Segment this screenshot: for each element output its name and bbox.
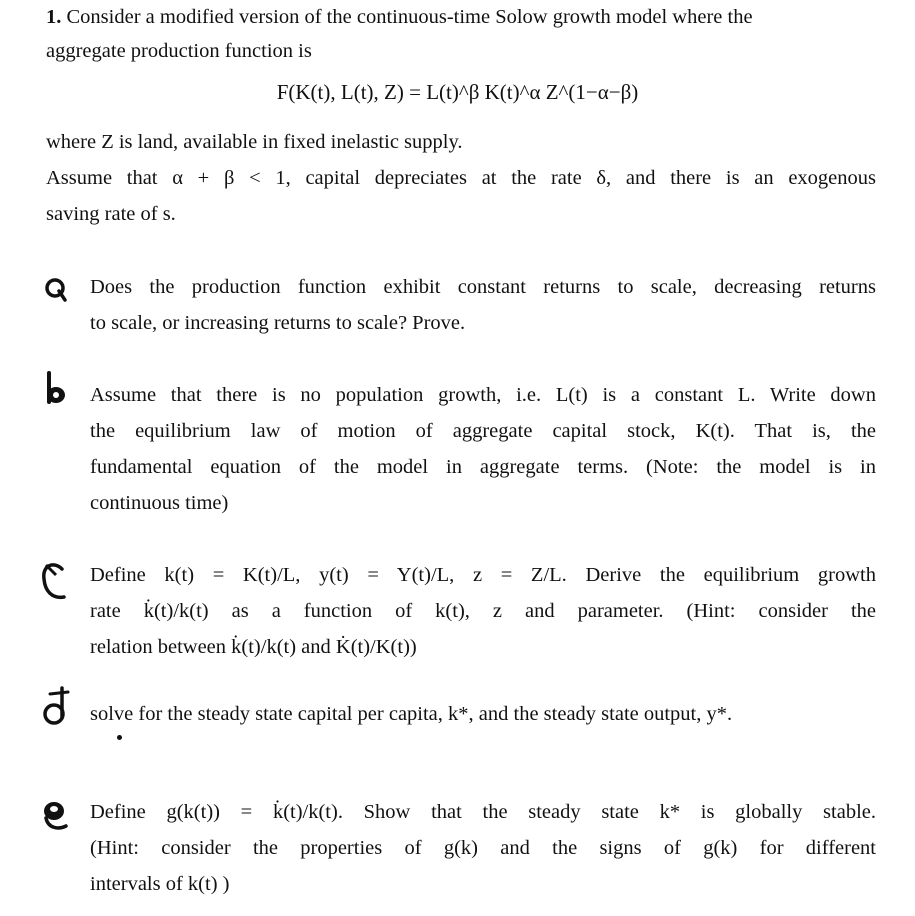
production-function-equation: F(K(t), L(t), Z) = L(t)^β K(t)^α Z^(1−α−β) xyxy=(276,80,639,104)
intro-text-1: Consider a modified version of the continuous-time Solow growth model where the xyxy=(66,6,753,28)
handwritten-d-mark-icon xyxy=(40,684,74,734)
question-b-line-2: the equilibrium law of motion of aggregate capital stock, K(t). That is, the xyxy=(90,420,876,442)
stray-dot-mark xyxy=(117,735,122,740)
question-c-line-3: relation between k̇(t)/k(t) and K̇(t)/K(t)) xyxy=(90,636,417,658)
handwritten-b-mark-icon xyxy=(42,370,70,410)
intro-text-4: Assume that α + β < 1, capital depreciates at the rate δ, and there is an exogenous xyxy=(46,167,876,189)
question-d-line-1: solve for the steady state capital per capita, k*, and the steady state output, y*. xyxy=(90,703,733,725)
handwritten-a-mark-icon xyxy=(44,275,70,309)
question-b-line-1: Assume that there is no population growth, i.e. L(t) is a constant L. Write down xyxy=(90,384,876,406)
question-e-line-1: Define g(k(t)) = k̇(t)/k(t). Show that the steady state k* is globally stable. xyxy=(90,801,876,823)
handwritten-c-mark-icon xyxy=(36,557,70,607)
question-a-line-2: to scale, or increasing returns to scale? Prove. xyxy=(90,312,466,334)
intro-text-3: where Z is land, available in fixed inelastic supply. xyxy=(46,131,463,153)
problem-number: 1. xyxy=(46,6,62,28)
intro-text-5: saving rate of s. xyxy=(46,203,176,225)
question-e-line-2: (Hint: consider the properties of g(k) and the signs of g(k) for different xyxy=(90,837,876,859)
question-b-line-4: continuous time) xyxy=(90,492,229,514)
question-e-line-3: intervals of k(t) ) xyxy=(90,873,230,895)
problem-intro-line-1 xyxy=(46,6,753,29)
intro-text-2: aggregate production function is xyxy=(46,40,312,62)
question-c-line-2: rate k̇(t)/k(t) as a function of k(t), z and parameter. (Hint: consider the xyxy=(90,600,876,622)
handwritten-e-mark-icon xyxy=(40,796,72,836)
question-a-line-1: Does the production function exhibit constant returns to scale, decreasing returns xyxy=(90,276,876,298)
question-c-line-1: Define k(t) = K(t)/L, y(t) = Y(t)/L, z = Z/L. Derive the equilibrium growth xyxy=(90,564,876,586)
question-b-line-3: fundamental equation of the model in aggregate terms. (Note: the model is in xyxy=(90,456,876,478)
